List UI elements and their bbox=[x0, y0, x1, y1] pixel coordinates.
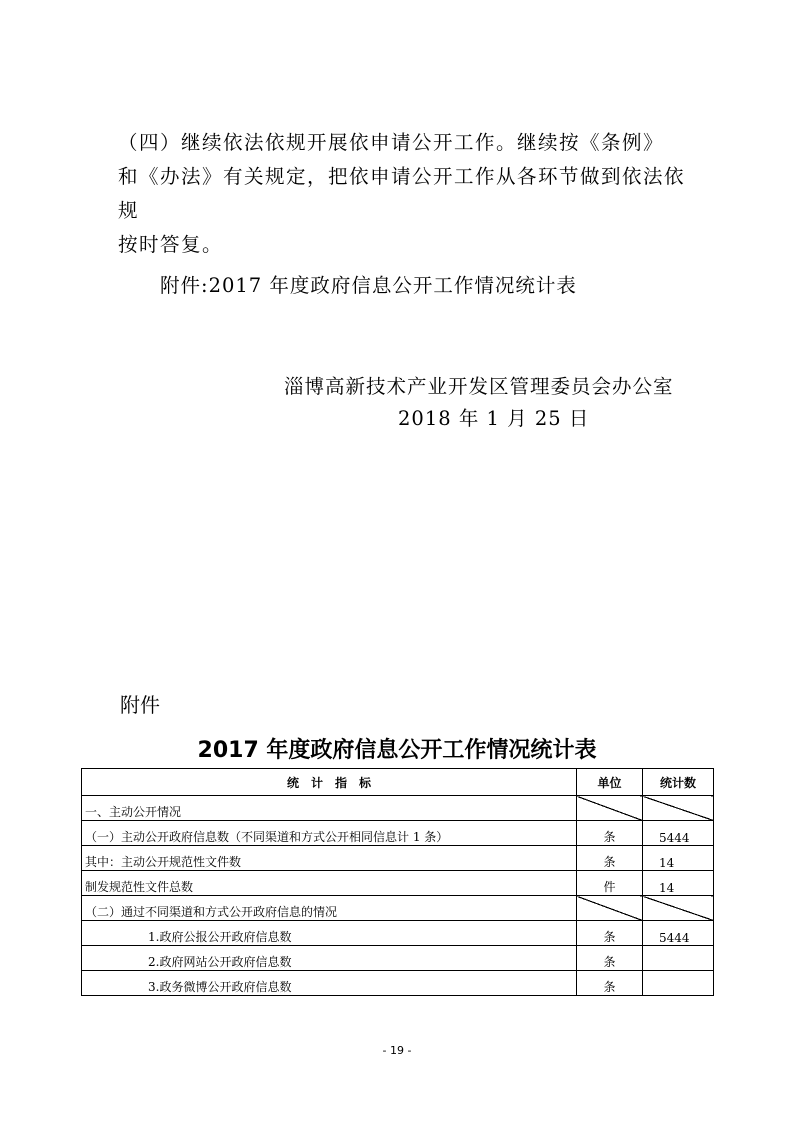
row-label: 其中：主动公开规范性文件数 bbox=[82, 846, 577, 871]
row-label: （一）主动公开政府信息数（不同渠道和方式公开相同信息计 1 条） bbox=[82, 821, 577, 846]
row-unit: 条 bbox=[577, 921, 643, 946]
row-label: 制发规范性文件总数 bbox=[82, 871, 577, 896]
row-label: 3.政务微博公开政府信息数 bbox=[82, 971, 577, 996]
table-row bbox=[82, 871, 714, 896]
row-value-empty bbox=[643, 896, 714, 921]
row-value: 14 bbox=[643, 871, 714, 896]
body-paragraph bbox=[118, 92, 698, 262]
row-value: 14 bbox=[643, 846, 714, 871]
header-value: 统计数 bbox=[643, 769, 714, 796]
row-unit: 件 bbox=[577, 871, 643, 896]
row-unit: 条 bbox=[577, 821, 643, 846]
row-unit: 条 bbox=[577, 971, 643, 996]
attachment-heading: 附件 bbox=[120, 693, 160, 717]
table-row bbox=[82, 821, 714, 846]
row-value: 5444 bbox=[643, 821, 714, 846]
table-row bbox=[82, 921, 714, 946]
row-label: （二）通过不同渠道和方式公开政府信息的情况 bbox=[82, 896, 577, 921]
row-value: 5444 bbox=[643, 921, 714, 946]
header-indicator: 统 计 指 标 bbox=[82, 769, 577, 796]
row-label: 1.政府公报公开政府信息数 bbox=[82, 921, 577, 946]
signature-org: 淄博高新技术产业开发区管理委员会办公室 bbox=[284, 375, 674, 398]
paragraph-line-3: 按时答复。 bbox=[118, 233, 224, 256]
table-row bbox=[82, 946, 714, 971]
row-label: 一、主动公开情况 bbox=[82, 796, 577, 821]
row-unit-empty bbox=[577, 796, 643, 821]
page-number: - 19 - bbox=[382, 1044, 412, 1057]
signature-date: 2018 年 1 月 25 日 bbox=[398, 407, 590, 430]
table-row bbox=[82, 971, 714, 996]
row-value-empty bbox=[643, 796, 714, 821]
row-unit-empty bbox=[577, 896, 643, 921]
table-row bbox=[82, 846, 714, 871]
statistics-table bbox=[81, 768, 714, 996]
row-value bbox=[643, 971, 714, 996]
table-header-row bbox=[82, 769, 714, 796]
table-row bbox=[82, 896, 714, 921]
row-unit: 条 bbox=[577, 946, 643, 971]
row-unit: 条 bbox=[577, 846, 643, 871]
header-unit: 单位 bbox=[577, 769, 643, 796]
attachment-note: 附件:2017 年度政府信息公开工作情况统计表 bbox=[160, 274, 577, 297]
paragraph-line-2: 和《办法》有关规定，把依申请公开工作从各环节做到依法依规 bbox=[118, 165, 686, 222]
table-title: 2017 年度政府信息公开工作情况统计表 bbox=[197, 738, 597, 763]
table-row bbox=[82, 796, 714, 821]
row-label: 2.政府网站公开政府信息数 bbox=[82, 946, 577, 971]
row-value bbox=[643, 946, 714, 971]
paragraph-line-1: （四）继续依法依规开展依申请公开工作。继续按《条例》 bbox=[118, 131, 665, 154]
